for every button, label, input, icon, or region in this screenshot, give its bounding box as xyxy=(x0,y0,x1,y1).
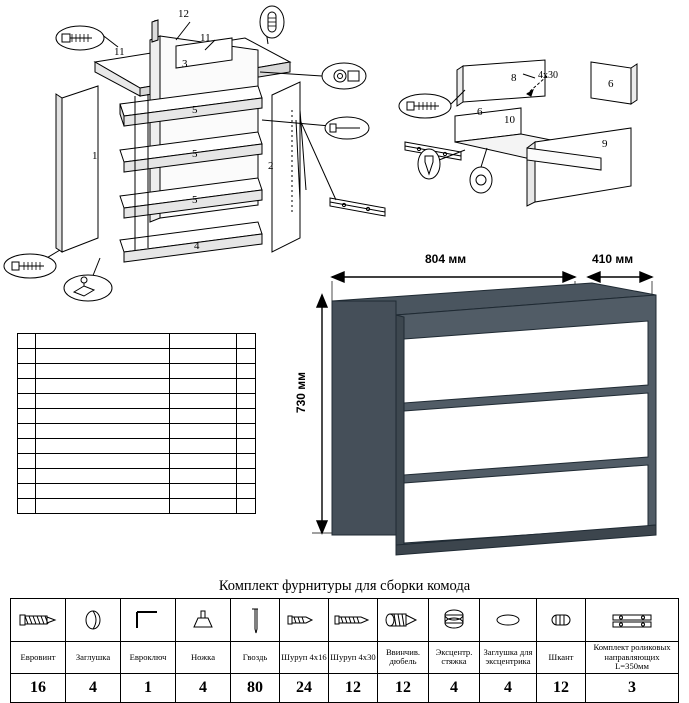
hardware-count: 12 xyxy=(537,673,586,702)
table-row xyxy=(18,394,256,409)
drawer-callout-9: 9 xyxy=(602,138,608,150)
table-row xyxy=(18,409,256,424)
part-number xyxy=(18,379,36,394)
part-qty xyxy=(237,424,256,439)
drawer-assembly-diagram xyxy=(395,30,685,210)
hardware-count: 80 xyxy=(231,673,280,702)
hardware-count: 12 xyxy=(378,673,429,702)
callout-5-a: 5 xyxy=(192,104,198,116)
part-size xyxy=(170,334,237,349)
hardware-label: Шуруп 4х30 xyxy=(329,642,378,674)
part-name xyxy=(36,334,170,349)
table-row xyxy=(18,439,256,454)
allen-key-icon xyxy=(121,599,176,642)
part-size xyxy=(170,424,237,439)
part-size xyxy=(170,439,237,454)
hardware-label: Эксцентр. стяжка xyxy=(429,642,480,674)
part-name xyxy=(36,424,170,439)
part-number xyxy=(18,364,36,379)
hardware-count: 4 xyxy=(480,673,537,702)
table-row xyxy=(18,454,256,469)
hardware-title: Комплект фурнитуры для сборки комода xyxy=(218,578,471,594)
part-size xyxy=(170,364,237,379)
roller-slides-icon xyxy=(586,599,679,642)
callout-11-right: 11 xyxy=(200,32,211,44)
table-row xyxy=(18,499,256,514)
callout-2: 2 xyxy=(268,160,274,172)
dowel-screw-icon xyxy=(378,599,429,642)
part-number xyxy=(18,469,36,484)
part-number xyxy=(18,409,36,424)
hardware-count: 24 xyxy=(280,673,329,702)
table-row xyxy=(18,424,256,439)
part-number xyxy=(18,439,36,454)
part-name xyxy=(36,439,170,454)
width-dimension-label: 804 мм xyxy=(425,252,467,266)
screw-4x16-icon xyxy=(280,599,329,642)
hardware-label: Евровинт xyxy=(11,642,66,674)
table-row xyxy=(18,469,256,484)
part-qty xyxy=(237,364,256,379)
part-name xyxy=(36,349,170,364)
part-size xyxy=(170,499,237,514)
cam-lock-icon xyxy=(429,599,480,642)
hardware-count: 1 xyxy=(121,673,176,702)
hardware-count: 12 xyxy=(329,673,378,702)
hardware-label: Шуруп 4х16 xyxy=(280,642,329,674)
hardware-label: Комплект роликовых направляющих L=350мм xyxy=(586,642,679,674)
part-number xyxy=(18,424,36,439)
part-name xyxy=(36,364,170,379)
hardware-label: Шкант xyxy=(537,642,586,674)
part-qty xyxy=(237,409,256,424)
euro-screw-icon xyxy=(11,599,66,642)
hardware-label: Ножка xyxy=(176,642,231,674)
callout-1: 1 xyxy=(92,150,98,162)
drawer-callout-8: 8 xyxy=(511,72,517,84)
part-name xyxy=(36,454,170,469)
table-row xyxy=(18,364,256,379)
part-size xyxy=(170,469,237,484)
hardware-label: Гвоздь xyxy=(231,642,280,674)
part-qty xyxy=(237,394,256,409)
part-qty xyxy=(237,439,256,454)
screw-4x30-icon xyxy=(329,599,378,642)
part-qty xyxy=(237,499,256,514)
part-number xyxy=(18,454,36,469)
part-name xyxy=(36,469,170,484)
hardware-table xyxy=(10,598,679,703)
cam-cap-icon xyxy=(480,599,537,642)
part-name xyxy=(36,409,170,424)
product-dimensioned-view xyxy=(300,255,689,575)
callout-3: 3 xyxy=(182,58,188,70)
callout-5-c: 5 xyxy=(192,194,198,206)
hardware-label: Заглушка для эксцентрика xyxy=(480,642,537,674)
part-name xyxy=(36,499,170,514)
hardware-count: 4 xyxy=(176,673,231,702)
hardware-label: Евроключ xyxy=(121,642,176,674)
foot-icon xyxy=(176,599,231,642)
part-qty xyxy=(237,379,256,394)
part-name xyxy=(36,379,170,394)
part-size xyxy=(170,394,237,409)
part-size xyxy=(170,409,237,424)
part-number xyxy=(18,499,36,514)
hardware-label: Ввинчив. дюбель xyxy=(378,642,429,674)
hardware-label: Заглушка xyxy=(66,642,121,674)
callout-4: 4 xyxy=(194,240,200,252)
part-qty xyxy=(237,469,256,484)
part-size xyxy=(170,379,237,394)
table-row xyxy=(18,379,256,394)
hardware-count: 4 xyxy=(429,673,480,702)
part-qty xyxy=(237,484,256,499)
part-name xyxy=(36,484,170,499)
height-dimension-label: 730 мм xyxy=(294,372,308,414)
nail-icon xyxy=(231,599,280,642)
drawer-callout-10: 10 xyxy=(504,114,515,126)
part-number xyxy=(18,394,36,409)
table-row xyxy=(18,334,256,349)
callout-11-left: 11 xyxy=(114,46,125,58)
part-size xyxy=(170,484,237,499)
part-size xyxy=(170,349,237,364)
part-name xyxy=(36,394,170,409)
dowel-icon xyxy=(537,599,586,642)
callout-5-b: 5 xyxy=(192,148,198,160)
part-number xyxy=(18,484,36,499)
cap-icon xyxy=(66,599,121,642)
callout-12: 12 xyxy=(178,8,189,20)
part-size xyxy=(170,454,237,469)
table-row xyxy=(18,349,256,364)
part-number xyxy=(18,349,36,364)
drawer-callout-6-left: 6 xyxy=(477,106,483,118)
hardware-count: 4 xyxy=(66,673,121,702)
drawer-callout-6-right: 6 xyxy=(608,78,614,90)
screw-size-label: 4х30 xyxy=(538,70,558,81)
depth-dimension-label: 410 мм xyxy=(592,252,634,266)
part-number xyxy=(18,334,36,349)
hardware-count: 16 xyxy=(11,673,66,702)
hardware-count: 3 xyxy=(586,673,679,702)
part-qty xyxy=(237,349,256,364)
parts-table xyxy=(17,333,256,514)
part-qty xyxy=(237,334,256,349)
table-row xyxy=(18,484,256,499)
part-qty xyxy=(237,454,256,469)
